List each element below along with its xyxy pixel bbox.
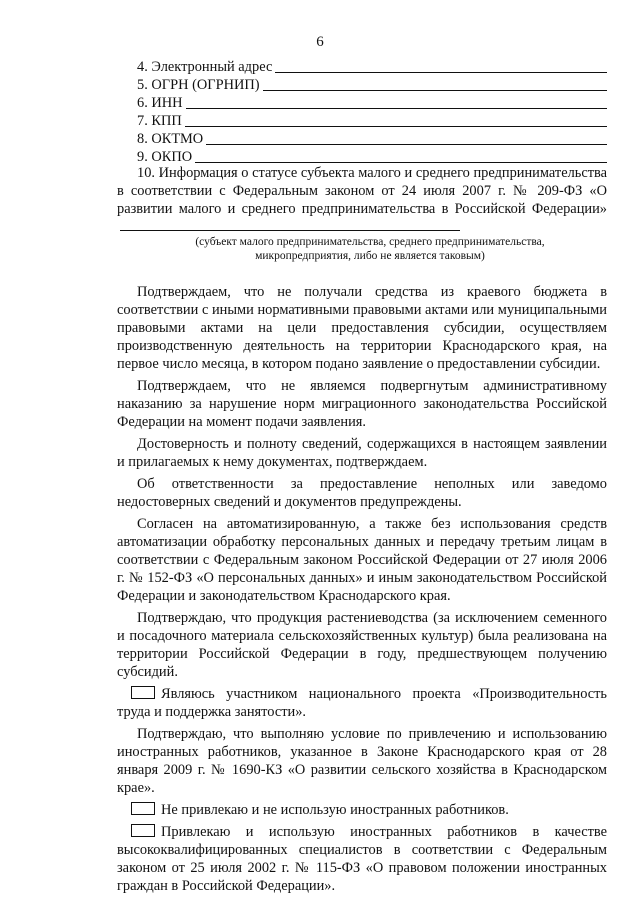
field-kpp [137,112,607,130]
field-oktmo-input-line[interactable] [206,130,607,145]
field-inn-label: 6. ИНН [137,95,183,111]
page-number: 6 [316,34,324,50]
item10-status-input-line[interactable] [120,218,460,231]
item10-caption: (субъект малого предпринимательства, среднего предпринимательства, микропредприятия, либо не является таковым) [195,236,545,262]
item10-block [117,164,607,236]
field-okpo-label: 9. ОКПО [137,149,193,165]
field-oktmo [137,130,607,148]
field-kpp-input-line[interactable] [185,112,607,127]
requisites-fields [137,58,607,166]
no-foreign-workers-checkbox[interactable] [131,802,155,815]
national-project-label: Являюсь участником национального проекта «Производительность труда и поддержка занятости». [117,686,607,720]
field-email-label: 4. Электронный адрес [137,59,273,75]
no-foreign-workers-label: Не привлекаю и не использую иностранных работников. [161,802,509,818]
field-oktmo-label: 8. ОКТМО [137,131,204,147]
paragraph-no-administrative-penalty: Подтверждаем, что не являемся подвергнутым административному наказанию за нарушение норм миграционного законодательства Российской Федерации на момент подачи заявления. [117,378,607,430]
foreign-specialists-option [117,823,607,895]
paragraph-no-budget-funds: Подтверждаем, что не получали средства из краевого бюджета в соответствии с иными нормативными правовыми актами или муниципальными правовыми актами на цели предоставления субсидии, осуществляем производственную деятельность на территории Краснодарского края, на первое число месяца, в котором подано заявление о предоставлении субсидии. [117,284,607,372]
no-foreign-workers-option [117,801,607,819]
national-project-checkbox[interactable] [131,686,155,699]
paragraph-accuracy-confirmation: Достоверность и полноту сведений, содержащихся в настоящем заявлении и прилагаемых к нему документах, подтверждаем. [117,436,607,470]
paragraph-personal-data-consent: Согласен на автоматизированную, а также без использования средств автоматизации обработку персональных данных и передачу третьим лицам в соответствии с Федеральным законом Российской Федерации от 27 июля 2006 г. № 152-ФЗ «О персональных данных» и иным законодательством Российской Федерации и законодательством Краснодарского края. [117,516,607,604]
field-ogrn [137,76,607,94]
field-okpo-input-line[interactable] [195,148,607,163]
field-kpp-label: 7. КПП [137,113,182,129]
field-ogrn-input-line[interactable] [263,76,607,91]
foreign-specialists-label: Привлекаю и использую иностранных работников в качестве высококвалифицированных специалистов в соответствии с Федеральным законом от 25 июля 2002 г. № 115-ФЗ «О правовом положении иностранных граждан в Российской Федерации». [117,824,607,894]
field-email-input-line[interactable] [275,58,607,73]
declarations-block [117,283,607,899]
field-inn [137,94,607,112]
field-email [137,58,607,76]
item10-text: 10. Информация о статусе субъекта малого и среднего предпринимательства в соответствии с Федеральным законом от 24 июля 2007 г. № 209-ФЗ «О развитии малого и среднего предпринимательства в Российской Федерации» [117,165,607,217]
field-inn-input-line[interactable] [186,94,607,109]
field-ogrn-label: 5. ОГРН (ОГРНИП) [137,77,260,93]
paragraph-crop-products-sold: Подтверждаю, что продукция растениеводства (за исключением семенного и посадочного материала сельскохозяйственных культур) была реализована на территории Российской Федерации в году, предшествующем получению субсидий. [117,610,607,680]
foreign-specialists-checkbox[interactable] [131,824,155,837]
item10-paragraph [117,164,607,236]
paragraph-foreign-workers-condition: Подтверждаю, что выполняю условие по привлечению и использованию иностранных работников, указанное в Законе Краснодарского края от 28 января 2009 г. № 1690-КЗ «О развитии сельского хозяйства в Краснодарском крае». [117,726,607,796]
national-project-option [117,685,607,721]
paragraph-responsibility-warning: Об ответственности за предоставление неполных или заведомо недостоверных сведений и документов предупреждены. [117,476,607,510]
